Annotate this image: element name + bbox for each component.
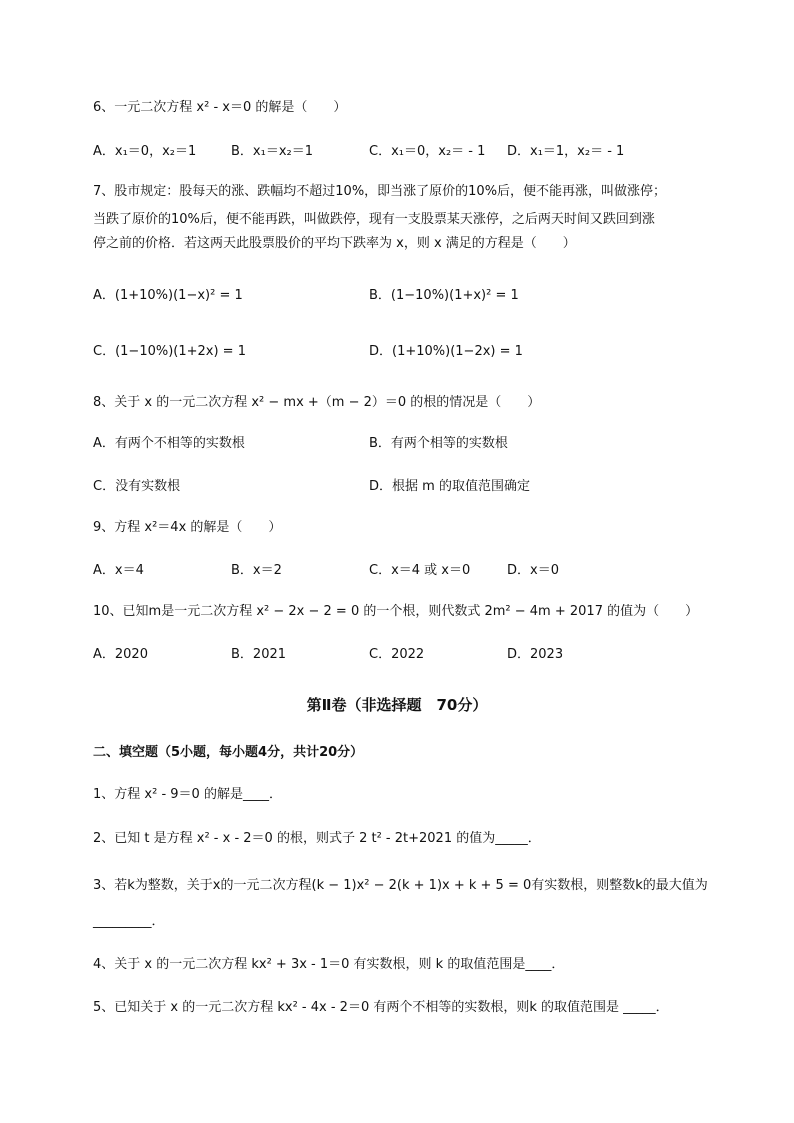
question-10-option-c: C．2022 <box>369 647 425 662</box>
question-7-option-a: A．(1+10%)(1−x)² = 1 <box>93 288 243 303</box>
question-7-option-b: B．(1−10%)(1+x)² = 1 <box>369 288 519 303</box>
question-7-line-2: 当跌了原价的10%后，便不能再跌，叫做跌停，现有一支股票某天涨停，之后两天时间又跌回到涨 <box>93 212 655 227</box>
question-7-option-c: C．(1−10%)(1+2x) = 1 <box>93 344 246 359</box>
question-9-option-c: C．x＝4 或 x＝0 <box>369 563 471 578</box>
question-6-option-d: D．x₁＝1，x₂＝ - 1 <box>507 144 625 159</box>
fill-question-3-line-2: _________． <box>93 914 165 929</box>
question-8-option-d: D．根据 m 的取值范围确定 <box>369 479 530 494</box>
question-8-stem: 8、关于 x 的一元二次方程 x² − mx +（m − 2）＝0 的根的情况是（ ） <box>93 395 541 410</box>
question-9-option-d: D．x＝0 <box>507 563 559 578</box>
question-7-line-1: 7、股市规定：股每天的涨、跌幅均不超过10%，即当涨了原价的10%后，便不能再涨，叫做涨停； <box>93 184 667 199</box>
fill-question-1: 1、方程 x² - 9＝0 的解是____． <box>93 787 282 802</box>
question-10-stem: 10、已知m是一元二次方程 x² − 2x − 2 = 0 的一个根，则代数式 2m² − 4m + 2017 的值为（ ） <box>93 604 699 619</box>
question-6-stem: 6、一元二次方程 x² - x＝0 的解是（ ） <box>93 100 347 115</box>
question-10-option-d: D．2023 <box>507 647 564 662</box>
question-7-line-3: 停之前的价格．若这两天此股票股价的平均下跌率为 x，则 x 满足的方程是（ ） <box>93 236 576 251</box>
question-6-option-b: B．x₁＝x₂＝1 <box>231 144 313 159</box>
question-10-option-a: A．2020 <box>93 647 148 662</box>
question-8-option-c: C．没有实数根 <box>93 479 181 494</box>
question-7-option-d: D．(1+10%)(1−2x) = 1 <box>369 344 523 359</box>
question-9-option-a: A．x＝4 <box>93 563 144 578</box>
question-8-option-b: B．有两个相等的实数根 <box>369 436 508 451</box>
fill-question-5: 5、已知关于 x 的一元二次方程 kx² - 4x - 2＝0 有两个不相等的实数根，则k 的取值范围是 _____． <box>93 1000 669 1015</box>
question-6-option-a: A．x₁＝0，x₂＝1 <box>93 144 197 159</box>
section-2-title: 二、填空题（5小题，每小题4分，共计20分） <box>93 745 364 760</box>
question-8-option-a: A．有两个不相等的实数根 <box>93 436 245 451</box>
part-2-title: 第Ⅱ卷（非选择题 70分） <box>306 696 488 714</box>
question-6-option-c: C．x₁＝0，x₂＝ - 1 <box>369 144 486 159</box>
fill-question-4: 4、关于 x 的一元二次方程 kx² + 3x - 1＝0 有实数根，则 k 的取值范围是____． <box>93 957 565 972</box>
fill-question-3-line-1: 3、若k为整数，关于x的一元二次方程(k − 1)x² − 2(k + 1)x + k + 5 = 0有实数根，则整数k的最大值为 <box>93 878 708 893</box>
question-9-option-b: B．x＝2 <box>231 563 282 578</box>
fill-question-2: 2、已知 t 是方程 x² - x - 2＝0 的根，则式子 2 t² - 2t+2021 的值为_____． <box>93 831 541 846</box>
question-9-stem: 9、方程 x²＝4x 的解是（ ） <box>93 520 282 535</box>
question-10-option-b: B．2021 <box>231 647 287 662</box>
